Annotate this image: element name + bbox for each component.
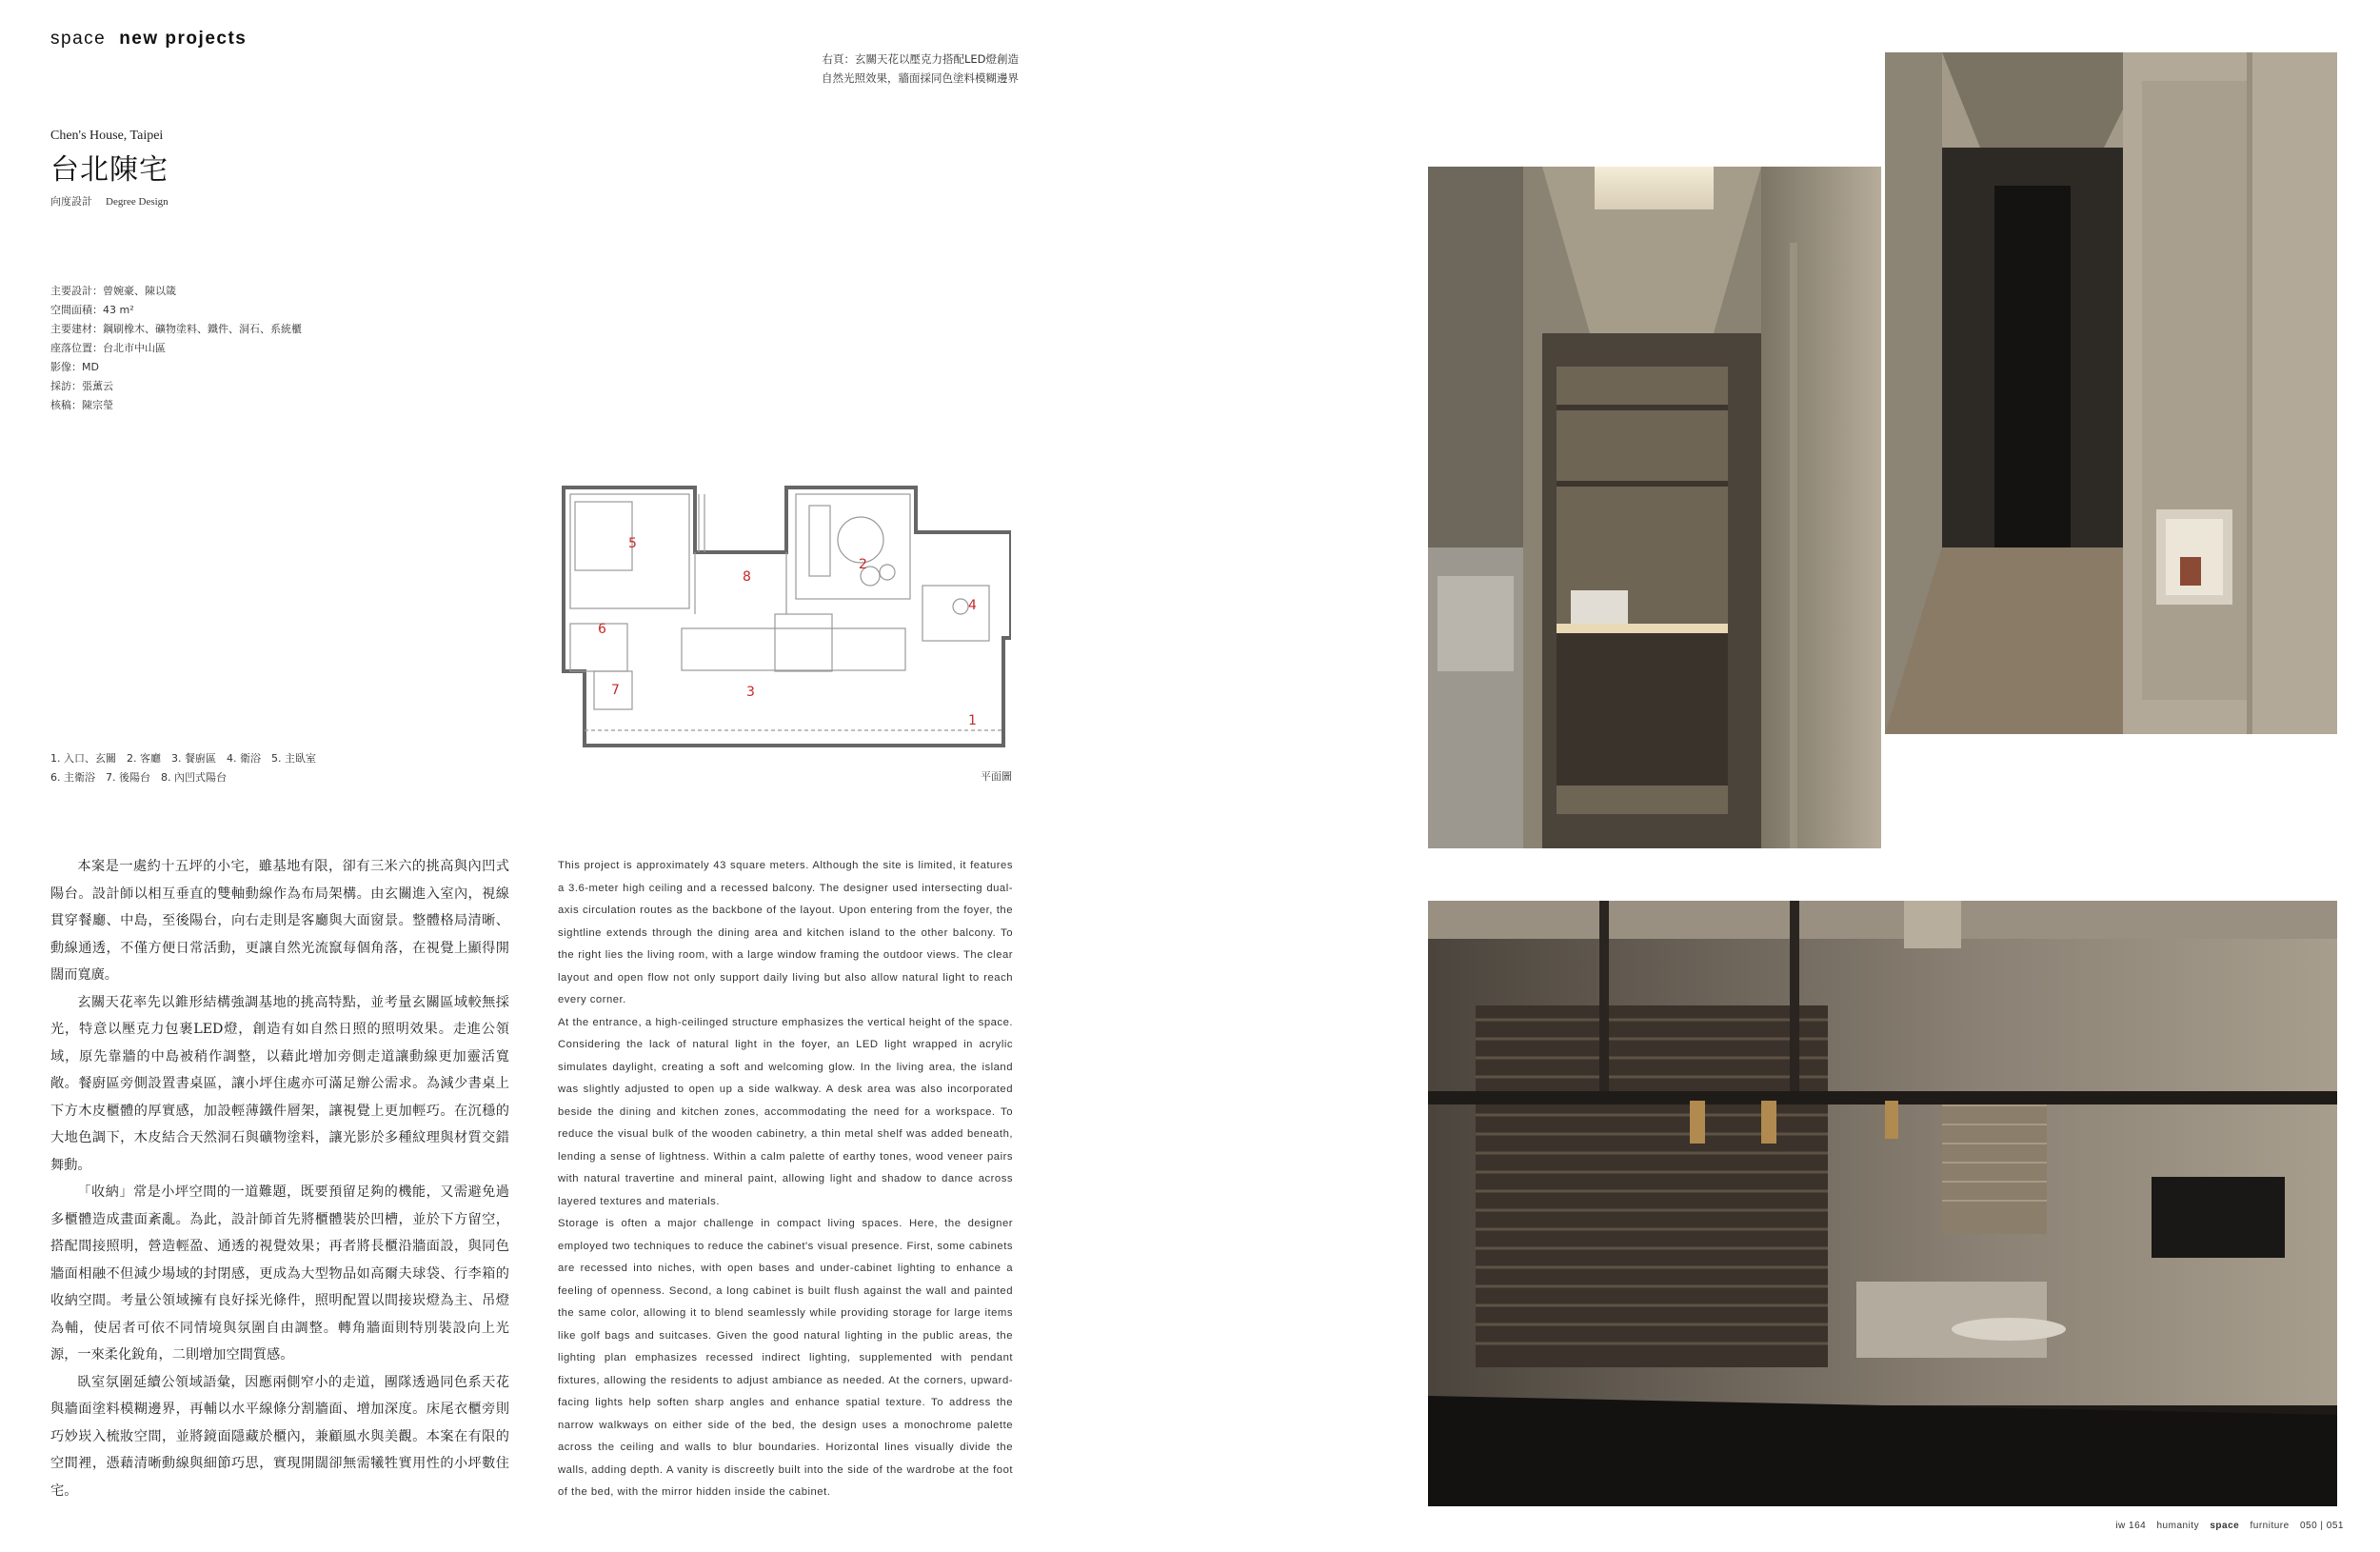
article-body-zh (50, 853, 509, 1504)
designer-credit (50, 193, 169, 209)
caption-line: 右頁：玄關天花以壓克力搭配LED燈創造 (822, 52, 1019, 66)
caption-line: 自然光照效果，牆面採同色塗料模糊邊界 (822, 71, 1019, 85)
project-name-en: Chen's House, Taipei (50, 129, 164, 143)
credit-line: 採訪：張薰云 (50, 380, 113, 392)
living-room-photo (1428, 901, 2337, 1506)
paragraph: 臥室氛圍延續公領域語彙，因應兩側窄小的走道，團隊透過同色系天花與牆面塗料模糊邊界，再輔以水平線條分割牆面、增加深度。床尾衣櫃旁則巧妙崁入梳妝空間，並將鏡面隱藏於櫃內，兼顧風水與美觀。本案在有限的空間裡，憑藉清晰動線與細節巧思，實現開闊卻無需犧牲實用性的小坪數住宅。 (50, 1374, 509, 1499)
designer-name-en: Degree Design (106, 196, 169, 208)
credit-line: 主要設計：曾婉豪、陳以箴 (50, 285, 176, 297)
title-block (50, 129, 169, 209)
room-number: 1 (968, 713, 977, 728)
hallway-photo (1885, 52, 2337, 734)
header-subsection: new projects (119, 29, 248, 49)
footer-section-current: space (2210, 1521, 2240, 1531)
legend-line: 6. 主衛浴 7. 後陽台 8. 內凹式陽台 (50, 771, 227, 784)
footer-section: humanity (2156, 1521, 2200, 1531)
room-number: 7 (611, 683, 620, 698)
paragraph: 本案是一處約十五坪的小宅，雖基地有限，卻有三米六的挑高與內凹式陽台。設計師以相互垂直的雙軸動線作為布局架構。由玄關進入室內，視線貫穿餐廳、中島，至後陽台，向右走則是客廳與大面窗景。整體格局清晰、動線通透，不僅方便日常活動，更讓自然光流竄每個角落，在視覺上顯得開闊而寬廣。 (50, 859, 509, 983)
footer-issue: iw 164 (2115, 1521, 2147, 1531)
credit-line: 主要建材：鋼刷橡木、礦物塗料、鐵件、洞石、系統櫃 (50, 323, 302, 335)
project-credits (50, 282, 302, 415)
floor-plan-label: 平面圖 (981, 770, 1012, 783)
running-header (50, 29, 247, 50)
header-section: space (50, 29, 107, 49)
room-number: 8 (743, 569, 751, 585)
paragraph: Storage is often a major challenge in compact living spaces. Here, the designer employed two techniques to reduce the cabinet's visual presence. First, some cabinets are recessed into niches, with open bases and under-cabinet lighting to enhance a feeling of openness. Second, a long cabinet is built flush against the wall and painted the same color, allowing it to blend seamlessly while providing storage for large items like golf bags and suitcases. Given the good natural lighting in the public areas, the lighting plan emphasizes recessed indirect lighting, supplemented with pendant fixtures, allowing the residents to adjust ambiance as needed. At the corners, upward-facing lights help soften sharp angles and enhance spatial texture. To address the narrow walkways on either side of the bed, the design uses a monochrome palette across the ceiling and walls to blur boundaries. Horizontal lines visually divide the walls, adding depth. A vanity is discreetly built into the side of the wardrobe at the foot of the bed, with the mirror hidden inside the cabinet. (558, 1218, 1013, 1498)
project-title: 台北陳宅 (50, 153, 169, 187)
footer-section: furniture (2250, 1521, 2290, 1531)
photo-caption (695, 50, 1019, 88)
room-number: 4 (968, 598, 977, 613)
credit-line: 空間面積：43 m² (50, 304, 134, 316)
designer-name-zh: 向度設計 (50, 195, 92, 208)
paragraph: At the entrance, a high-ceilinged structure emphasizes the vertical height of the space. Considering the lack of natural light in the foyer, an LED light wrapped in acrylic simulates daylight, creating a soft and welcoming glow. In the living area, the island was slightly adjusted to open up a side walkway. A desk area was also incorporated beside the dining and kitchen zones, accommodating the need for a workspace. To reduce the visual bulk of the wooden cabinetry, a thin metal shelf was added beneath, lending a sense of lightness. Within a calm palette of earthy tones, wood veneer pairs with natural travertine and mineral paint, allowing light and shadow to dance across layered textures and materials. (558, 1016, 1013, 1207)
credit-line: 核稿：陳宗瑩 (50, 399, 113, 411)
floor-plan (556, 481, 1011, 757)
page-numbers: 050 | 051 (2299, 1521, 2344, 1531)
article-body-en (558, 855, 1013, 1504)
floor-plan-legend (50, 749, 316, 787)
room-number: 6 (598, 622, 606, 637)
page-footer (2108, 1521, 2344, 1531)
room-number: 3 (746, 685, 755, 700)
credit-line: 影像：MD (50, 361, 99, 373)
legend-line: 1. 入口、玄關 2. 客廳 3. 餐廚區 4. 衛浴 5. 主臥室 (50, 752, 316, 765)
credit-line: 座落位置：台北市中山區 (50, 342, 166, 354)
foyer-photo (1428, 167, 1881, 848)
paragraph: This project is approximately 43 square meters. Although the site is limited, it features a 3.6-meter high ceiling and a recessed balcony. The designer used intersecting dual-axis circulation routes as the backbone of the layout. Upon entering from the foyer, the sightline extends through the dining area and kitchen island to the other balcony. To the right lies the living room, with a large window framing the outdoor views. The clear layout and open flow not only support daily living but also allow natural light to reach every corner. (558, 860, 1013, 1005)
room-number: 2 (859, 557, 867, 572)
paragraph: 「收納」常是小坪空間的一道難題，既要預留足夠的機能，又需避免過多櫃體造成畫面紊亂。為此，設計師首先將櫃體裝於凹槽，並於下方留空，搭配間接照明，營造輕盈、通透的視覺效果；再者將長櫃沿牆面設，與同色牆面相融不但減少場域的封閉感，更成為大型物品如高爾夫球袋、行李箱的收納空間。考量公領域擁有良好採光條件，照明配置以間接崁燈為主、吊燈為輔，使居者可依不同情境與氛圍自由調整。轉角牆面則特別裝設向上光源，一來柔化銳角，二則增加空間質感。 (50, 1184, 509, 1363)
paragraph: 玄關天花率先以錐形結構強調基地的挑高特點，並考量玄關區域較無採光，特意以壓克力包裹LED燈，創造有如自然日照的照明效果。走進公領域，原先靠牆的中島被稍作調整，以藉此增加旁側走道讓動線更加靈活寬敞。餐廚區旁側設置書桌區，讓小坪住處亦可滿足辦公需求。為減少書桌上下方木皮櫃體的厚實感，加設輕薄鐵件層架，讓視覺上更加輕巧。在沉穩的大地色調下，木皮結合天然洞石與礦物塗料，讓光影於多種紋理與材質交錯舞動。 (50, 994, 509, 1173)
room-number: 5 (628, 536, 637, 551)
